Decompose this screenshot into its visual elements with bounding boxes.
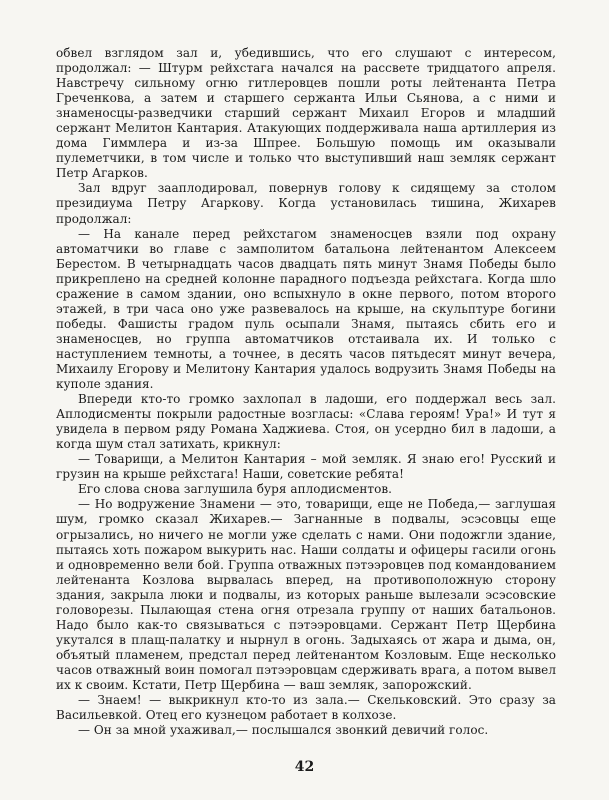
- paragraph: — На канале перед рейхстагом знаменосцев взяли под охрану автоматчики во главе с замполитом батальона лейтенантом Алексеем Берестом. В четырнадцать часов двадцать пять минут Знамя Победы было прикреплено на средней колонне парадного подъезда рейхстага. Когда шло сражение в самом здании, оно вспыхнуло в окне первого, потом второго этажей, в три часа оно уже развевалось на крыше, на скульптуре богини победы. Фашисты градом пуль осыпали Знамя, пытаясь сбить его и знаменосцев, но группа автоматчиков отстаивала их. И только с наступлением темноты, а точнее, в десять часов пятьдесят минут вечера, Михаилу Егорову и Мелитону Кантария удалось водрузить Знамя Победы на куполе здания.: [56, 226, 556, 392]
- paragraph: Зал вдруг зааплодировал, повернув голову к сидящему за столом президиума Петру Агаркову. Когда установилась тишина, Жихарев продолжал:: [56, 181, 556, 226]
- paragraph: — Товарищи, а Мелитон Кантария – мой земляк. Я знаю его! Русский и грузин на крыше рейхстага! Наши, советские ребята!: [56, 452, 556, 482]
- paragraph: — Он за мной ухаживал,— послышался звонкий девичий голос.: [78, 723, 489, 738]
- page-number: 42: [294, 759, 315, 775]
- page-body: [56, 46, 556, 738]
- paragraph: — Но водружение Знамени — это, товарищи, еще не Победа,— заглушая шум, громко сказал Жихарев.— Загнанные в подвалы, эсэсовцы еще огрызались, но ничего не могли уже сделать с нами. Они подожгли здание, пытаясь хоть пожаром выкурить нас. Наши солдаты и офицеры гасили огонь и одновременно вели бой. Группа отважных пэтээровцев под командованием лейтенанта Козлова вырвалась вперед, на противоположную сторону здания, закрыла люки и подвалы, из которых раньше вылезали эсэсовские головорезы. Пылающая стена огня отрезала группу от наших батальонов. Надо было как-то связываться с пэтээровцами. Сержант Петр Щербина укутался в плащ-палатку и нырнул в огонь. Задыхаясь от жара и дыма, он, объятый пламенем, предстал перед лейтенантом Козловым. Еще несколько часов отважный воин помогал пэтээровцам сдерживать врага, а потом вывел их к своим. Кстати, Петр Щербина — ваш земляк, запорожский.: [56, 497, 556, 692]
- paragraph: Впереди кто-то громко захлопал в ладоши, его поддержал весь зал. Аплодисменты покрыли радостные возгласы: «Слава героям! Ура!» И тут я увидела в первом ряду Романа Хаджиева. Стоя, он усердно бил в ладоши, а когда шум стал затихать, крикнул:: [56, 392, 556, 452]
- paragraph: — Знаем! — выкрикнул кто-то из зала.— Скельковский. Это сразу за Васильевкой. Отец его кузнецом работает в колхозе.: [56, 693, 556, 723]
- paragraph: обвел взглядом зал и, убедившись, что его слушают с интересом, продолжал: — Штурм рейхстага начался на рассвете тридцатого апреля. Навстречу сильному огню гитлеровцев пошли роты лейтенанта Петра Греченкова, а затем и старшего сержанта Ильи Сьянова, а с ними и знаменосцы-разведчики старший сержант Михаил Егоров и младший сержант Мелитон Кантария. Атакующих поддерживала наша артиллерия из дома Гиммлера и из-за Шпрее. Большую помощь им оказывали пулеметчики, в том числе и только что выступивший наш земляк сержант Петр Агарков.: [56, 46, 556, 181]
- paragraph: Его слова снова заглушила буря аплодисментов.: [78, 482, 393, 497]
